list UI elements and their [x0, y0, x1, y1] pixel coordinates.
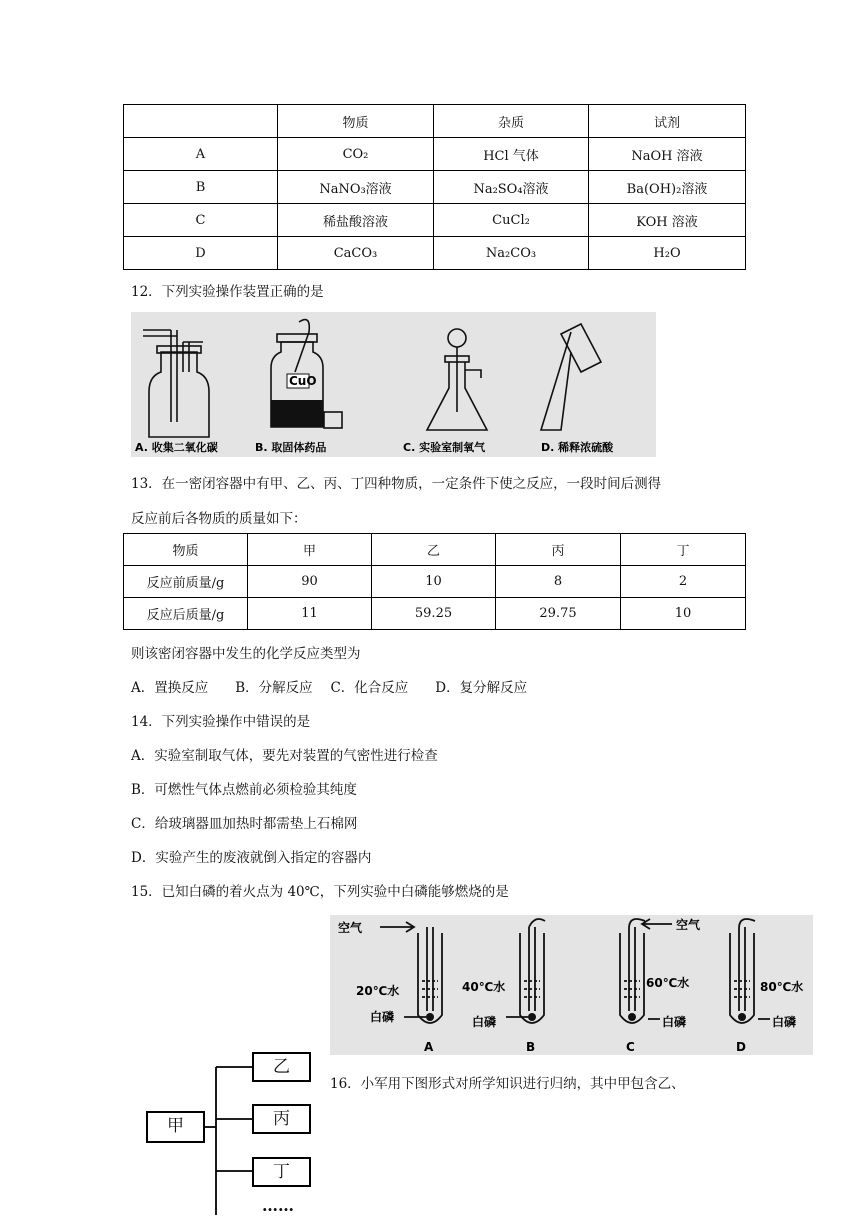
- table-cell: 90: [248, 566, 372, 598]
- question-16-text: 16．小军用下图形式对所学知识进行归纳，其中甲包含乙、: [330, 1076, 685, 1092]
- table-cell: NaOH 溶液: [589, 138, 746, 171]
- table-header-cell: 物质: [124, 534, 248, 566]
- table-cell: 反应前质量/g: [124, 566, 248, 598]
- table-cell: 11: [248, 598, 372, 630]
- question-13-prompt: 则该密闭容器中发生的化学反应类型为: [131, 646, 361, 662]
- table-header-row: [124, 105, 746, 138]
- table-header-cell: [124, 105, 278, 138]
- table-cell: CaCO₃: [278, 237, 434, 270]
- tree-child-box-3: 丁: [252, 1157, 311, 1187]
- phosphorus-label-c: 白磷: [662, 1015, 687, 1029]
- table-cell: A: [124, 138, 278, 171]
- question-12-text: 12．下列实验操作装置正确的是: [131, 284, 324, 300]
- table-header-cell: 杂质: [434, 105, 589, 138]
- table-cell: Na₂SO₄溶液: [434, 171, 589, 204]
- table-row: [124, 204, 746, 237]
- air-label-a: 空气: [338, 921, 363, 935]
- table-cell: 稀盐酸溶液: [278, 204, 434, 237]
- table-cell: Ba(OH)₂溶液: [589, 171, 746, 204]
- option-letter-a: A: [424, 1040, 434, 1054]
- table-cell: H₂O: [589, 237, 746, 270]
- question-13-options: A．置换反应 B．分解反应 C．化合反应 D．复分解反应: [131, 680, 528, 696]
- figure-caption-b: B. 取固体药品: [255, 441, 327, 454]
- tree-child-box-1: 乙: [252, 1052, 311, 1082]
- q12-apparatus-drawing: [131, 312, 656, 457]
- question-14-option-c: C．给玻璃器皿加热时都需垫上石棉网: [131, 816, 358, 832]
- table-row: [124, 566, 746, 598]
- question-14-text: 14．下列实验操作中错误的是: [131, 714, 311, 730]
- figure-caption-a: A. 收集二氧化碳: [135, 441, 218, 454]
- table-header-cell: 甲: [248, 534, 372, 566]
- phosphorus-label-d: 白磷: [772, 1015, 797, 1029]
- table-cell: NaNO₃溶液: [278, 171, 434, 204]
- table-cell: 29.75: [496, 598, 621, 630]
- table-cell: 10: [621, 598, 746, 630]
- table-cell: Na₂CO₃: [434, 237, 589, 270]
- table-cell: D: [124, 237, 278, 270]
- water-label-c: 60℃水: [646, 976, 690, 990]
- option-letter-b: B: [526, 1040, 536, 1054]
- q15-phosphorus-drawing: [330, 915, 813, 1055]
- table-cell: 59.25: [372, 598, 496, 630]
- cuo-label: CuO: [289, 374, 317, 388]
- table-cell: CO₂: [278, 138, 434, 171]
- table-cell: 8: [496, 566, 621, 598]
- figure-caption-d: D. 稀释浓硫酸: [541, 441, 614, 454]
- water-label-a: 20℃水: [356, 984, 400, 998]
- table-header-cell: 丁: [621, 534, 746, 566]
- question-13-text-2: 反应前后各物质的质量如下：: [131, 511, 307, 527]
- table-header-cell: 丙: [496, 534, 621, 566]
- q15-phosphorus-figure: [330, 915, 813, 1055]
- reagent-table: [123, 104, 746, 270]
- mass-table: [123, 533, 746, 630]
- table-row: [124, 237, 746, 270]
- question-14-option-b: B．可燃性气体点燃前必须检验其纯度: [131, 782, 357, 798]
- table-row: [124, 138, 746, 171]
- table-header-cell: 物质: [278, 105, 434, 138]
- table-cell: 10: [372, 566, 496, 598]
- table-header-row: [124, 534, 746, 566]
- air-label-c: 空气: [676, 918, 701, 932]
- table-cell: B: [124, 171, 278, 204]
- option-letter-c: C: [626, 1040, 635, 1054]
- figure-caption-c: C. 实验室制氧气: [403, 441, 486, 454]
- table-row: [124, 171, 746, 204]
- table-cell: HCl 气体: [434, 138, 589, 171]
- water-label-d: 80℃水: [760, 980, 804, 994]
- table-cell: CuCl₂: [434, 204, 589, 237]
- phosphorus-label-b: 白磷: [472, 1015, 497, 1029]
- table-cell: KOH 溶液: [589, 204, 746, 237]
- table-cell: 2: [621, 566, 746, 598]
- tree-root-box: 甲: [146, 1111, 205, 1143]
- option-letter-d: D: [736, 1040, 746, 1054]
- solid-reagent: [271, 400, 323, 427]
- table-cell: C: [124, 204, 278, 237]
- table-row: [124, 598, 746, 630]
- tree-child-box-2: 丙: [252, 1104, 311, 1134]
- table-header-cell: 试剂: [589, 105, 746, 138]
- water-label-b: 40℃水: [462, 980, 506, 994]
- q12-apparatus-figure: [131, 312, 656, 457]
- question-14-option-d: D．实验产生的废液就倒入指定的容器内: [131, 850, 372, 866]
- tree-ellipsis: ……: [262, 1196, 294, 1215]
- question-15-text: 15．已知白磷的着火点为 40℃，下列实验中白磷能够燃烧的是: [131, 884, 509, 900]
- question-14-option-a: A．实验室制取气体，要先对装置的气密性进行检查: [131, 748, 438, 764]
- phosphorus-label-a: 白磷: [370, 1010, 395, 1024]
- table-header-cell: 乙: [372, 534, 496, 566]
- question-13-text-1: 13．在一密闭容器中有甲、乙、丙、丁四种物质，一定条件下使之反应，一段时间后测得: [131, 476, 662, 492]
- table-cell: 反应后质量/g: [124, 598, 248, 630]
